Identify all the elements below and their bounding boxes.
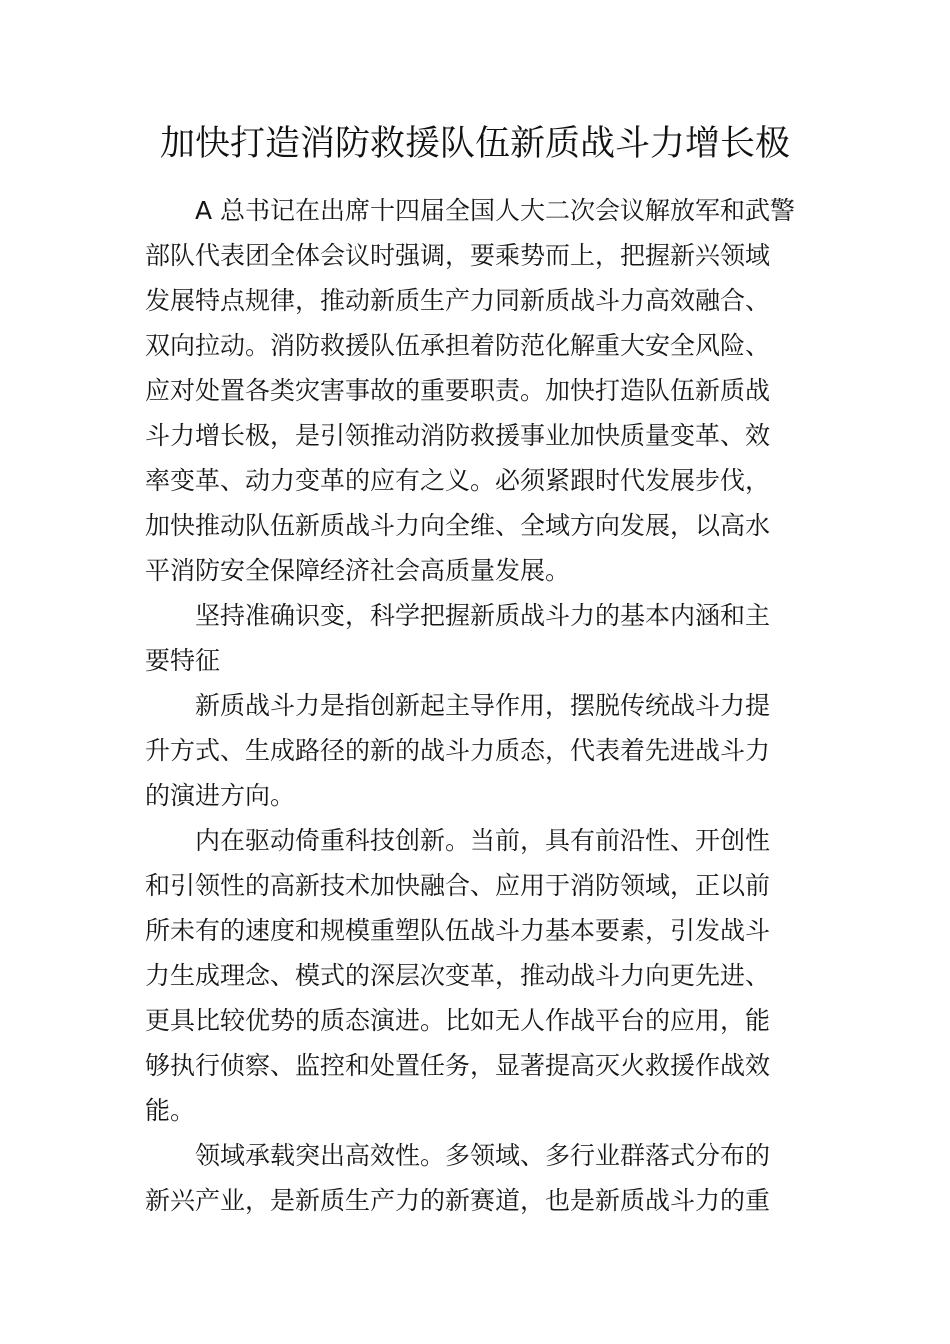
- paragraph-first-line: A 总书记在出席十四届全国人大二次会议解放军和武警: [195, 196, 796, 225]
- paragraph-line: 斗力增长极，是引领推动消防救援事业加快质量变革、效: [145, 421, 771, 450]
- paragraph-line: 要特征: [145, 646, 221, 675]
- paragraph-line: 加快推动队伍新质战斗力向全维、全域方向发展，以高水: [145, 511, 771, 540]
- document-title: 加快打造消防救援队伍新质战斗力增长极: [159, 124, 790, 164]
- paragraph-first-line: 内在驱动倚重科技创新。当前，具有前沿性、开创性: [195, 826, 771, 855]
- paragraph-line: 所未有的速度和规模重塑队伍战斗力基本要素，引发战斗: [145, 916, 771, 945]
- paragraph-line: 够执行侦察、监控和处置任务，显著提高灭火救援作战效: [145, 1051, 771, 1080]
- paragraph-line: 的演进方向。: [145, 781, 296, 810]
- paragraph-line: 能。: [145, 1096, 196, 1125]
- paragraph-line: 更具比较优势的质态演进。比如无人作战平台的应用，能: [145, 1006, 771, 1035]
- paragraph-first-line: 新质战斗力是指创新起主导作用，摆脱传统战斗力提: [195, 691, 771, 720]
- paragraph-first-line: 坚持准确识变，科学把握新质战斗力的基本内涵和主: [195, 601, 771, 630]
- paragraph-line: 和引领性的高新技术加快融合、应用于消防领域，正以前: [145, 871, 771, 900]
- paragraph-line: 平消防安全保障经济社会高质量发展。: [145, 556, 571, 585]
- paragraph-first-line: 领域承载突出高效性。多领域、多行业群落式分布的: [195, 1141, 771, 1170]
- paragraph-line: 力生成理念、模式的深层次变革，推动战斗力向更先进、: [145, 961, 771, 990]
- paragraph-line: 率变革、动力变革的应有之义。必须紧跟时代发展步伐，: [145, 466, 771, 495]
- paragraph-line: 新兴产业，是新质生产力的新赛道，也是新质战斗力的重: [145, 1186, 771, 1215]
- paragraph-line: 双向拉动。消防救援队伍承担着防范化解重大安全风险、: [145, 331, 771, 360]
- paragraph-line: 应对处置各类灾害事故的重要职责。加快打造队伍新质战: [145, 376, 771, 405]
- document-body: [145, 188, 805, 1223]
- paragraph-line: 升方式、生成路径的新的战斗力质态，代表着先进战斗力: [145, 736, 771, 765]
- paragraph-line: 部队代表团全体会议时强调，要乘势而上，把握新兴领域: [145, 241, 771, 270]
- paragraph-line: 发展特点规律，推动新质生产力同新质战斗力高效融合、: [145, 286, 771, 315]
